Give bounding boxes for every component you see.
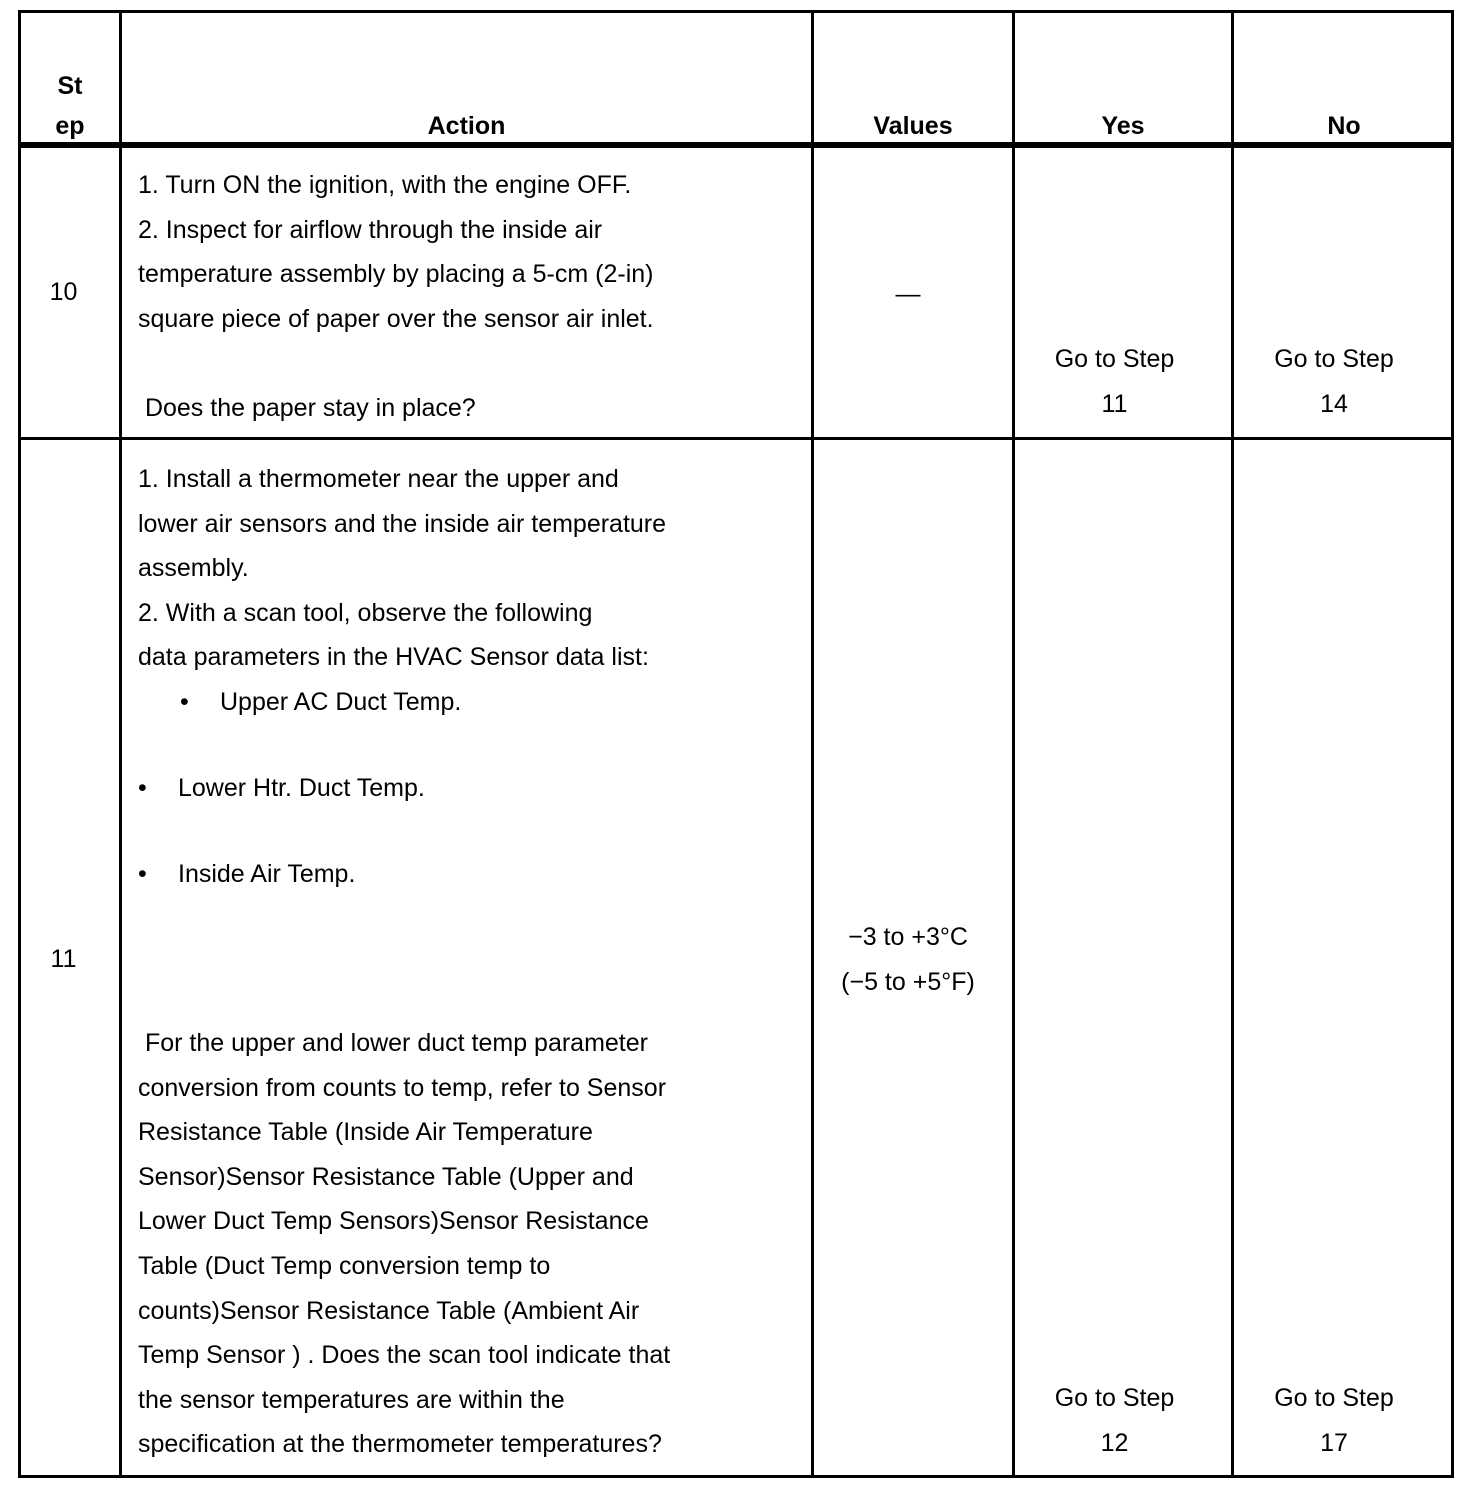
bullet-symbol: • (138, 774, 147, 803)
row-divider (21, 437, 1451, 440)
action-line: Table (Duct Temp conversion temp to (138, 1251, 551, 1280)
header-no: No (1327, 112, 1361, 140)
action-line: specification at the thermometer temperatures? (138, 1430, 662, 1459)
column-divider (119, 13, 122, 1475)
action-line: 2. Inspect for airflow through the inside air (138, 215, 603, 244)
action-line: Sensor)Sensor Resistance Table (Upper and (138, 1162, 634, 1191)
action-line: lower air sensors and the inside air temperature (138, 509, 667, 538)
action-line: data parameters in the HVAC Sensor data list: (138, 643, 649, 672)
action-line: temperature assembly by placing a 5-cm (2-in) (138, 260, 654, 289)
values-line: −3 to +3°C (848, 923, 968, 951)
action-line: 1. Install a thermometer near the upper and (138, 465, 619, 493)
no-line: Go to Step (1274, 345, 1394, 373)
bullet-text: Inside Air Temp. (178, 860, 356, 889)
action-question: Does the paper stay in place? (138, 393, 476, 422)
header-values: Values (873, 112, 953, 140)
bullet-text: Lower Htr. Duct Temp. (178, 774, 425, 803)
action-line: the sensor temperatures are within the (138, 1385, 565, 1414)
action-line: square piece of paper over the sensor air inlet. (138, 304, 654, 333)
bullet-item (138, 680, 666, 725)
action-line: 1. Turn ON the ignition, with the engine OFF. (138, 171, 632, 199)
action-line: 2. With a scan tool, observe the following (138, 598, 593, 627)
step-number: 10 (49, 278, 78, 306)
action-line: assembly. (138, 554, 249, 583)
header-step (21, 66, 119, 146)
header-step-line: ep (55, 112, 85, 140)
action-line: Lower Duct Temp Sensors)Sensor Resistance (138, 1207, 649, 1236)
values-text: — (895, 280, 921, 308)
no-cell (1234, 1376, 1434, 1465)
yes-line: Go to Step (1054, 1384, 1175, 1412)
yes-cell (1015, 1376, 1214, 1465)
no-line: 17 (1320, 1428, 1348, 1457)
troubleshooting-table (18, 10, 1454, 1478)
action-text (138, 163, 654, 431)
yes-line: 12 (1100, 1428, 1129, 1457)
no-cell (1234, 337, 1434, 426)
yes-line: Go to Step (1054, 345, 1175, 373)
header-action: Action (427, 112, 506, 140)
action-line: Resistance Table (Inside Air Temperature (138, 1118, 593, 1147)
action-line: counts)Sensor Resistance Table (Ambient Air (138, 1296, 640, 1325)
no-line: 14 (1320, 389, 1348, 418)
values-line: (−5 to +5°F) (841, 967, 975, 996)
column-divider (1012, 13, 1015, 1475)
step-number: 11 (50, 945, 77, 973)
column-divider (811, 13, 814, 1475)
values-cell (814, 915, 1002, 1004)
bullet-item (138, 766, 666, 811)
bullet-symbol: • (138, 860, 147, 889)
header-step-line: St (57, 72, 83, 100)
yes-line: 11 (1101, 389, 1128, 418)
no-line: Go to Step (1274, 1384, 1394, 1412)
bullet-symbol: • (180, 687, 189, 716)
action-paragraph (138, 1021, 670, 1467)
bullet-item (138, 852, 666, 897)
action-line: conversion from counts to temp, refer to Sensor (138, 1073, 667, 1102)
action-line: Temp Sensor ) . Does the scan tool indicate that (138, 1341, 671, 1370)
header-yes: Yes (1101, 112, 1145, 140)
action-line: For the upper and lower duct temp parameter (138, 1029, 648, 1057)
action-text (138, 457, 666, 897)
column-divider (1231, 13, 1234, 1475)
yes-cell (1015, 337, 1214, 426)
bullet-text: Upper AC Duct Temp. (220, 687, 462, 716)
